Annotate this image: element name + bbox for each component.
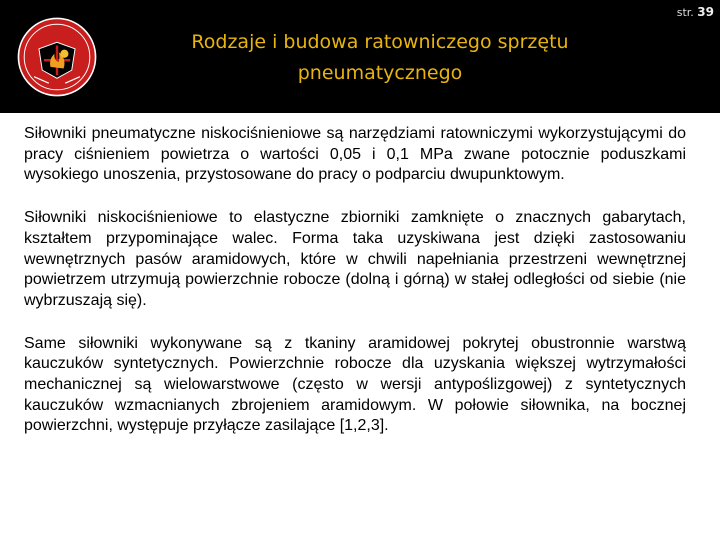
page-number-value: 39 bbox=[697, 5, 714, 19]
paragraph-2: Siłowniki niskociśnieniowe to elastyczne zbiorniki zamknięte o znacznych gabarytach, kształtem przypominające walec. Forma taka uzyskiwana jest dzięki zastosowaniu wewnętrznych pasów aramidowych, które w chwili napełniania przestrzeni wewnętrznej powietrzem utrzymują powierzchnie robocze (dolną i górną) w stałej odległości od siebie (nie wybrzuszają się). bbox=[24, 209, 686, 309]
slide-body bbox=[24, 124, 686, 459]
slide-header bbox=[0, 0, 720, 113]
title-line-2: pneumatycznego bbox=[297, 62, 463, 84]
page-prefix: str. bbox=[676, 6, 694, 19]
page-number bbox=[677, 5, 714, 19]
paragraph-1: Siłowniki pneumatyczne niskociśnieniowe są narzędziami ratowniczymi wykorzystującymi do pracy ciśnieniem powietrza o wartości 0,05 i 0,1 MPa zwane potocznie poduszkami wysokiego unoszenia, przystosowane do pracy o podparciu dwupunktowym. bbox=[24, 125, 686, 184]
paragraph-3: Same siłowniki wykonywane są z tkaniny aramidowej pokrytej obustronnie warstwą kauczuków syntetycznych. Powierzchnie robocze dla uzyskania większej wytrzymałości mechanicznej są wielowarstwowe (często w wersji antypoślizgowej) z syntetycznych kauczuków wzmacnianych zbrojeniem aramidowym. W połowie siłownika, na bocznej powierzchni, występuje przyłącze zasilające [1,2,3]. bbox=[24, 334, 686, 435]
slide-title bbox=[130, 27, 630, 89]
title-line-1: Rodzaje i budowa ratowniczego sprzętu bbox=[191, 31, 569, 53]
fire-brigade-logo-icon bbox=[16, 16, 98, 98]
